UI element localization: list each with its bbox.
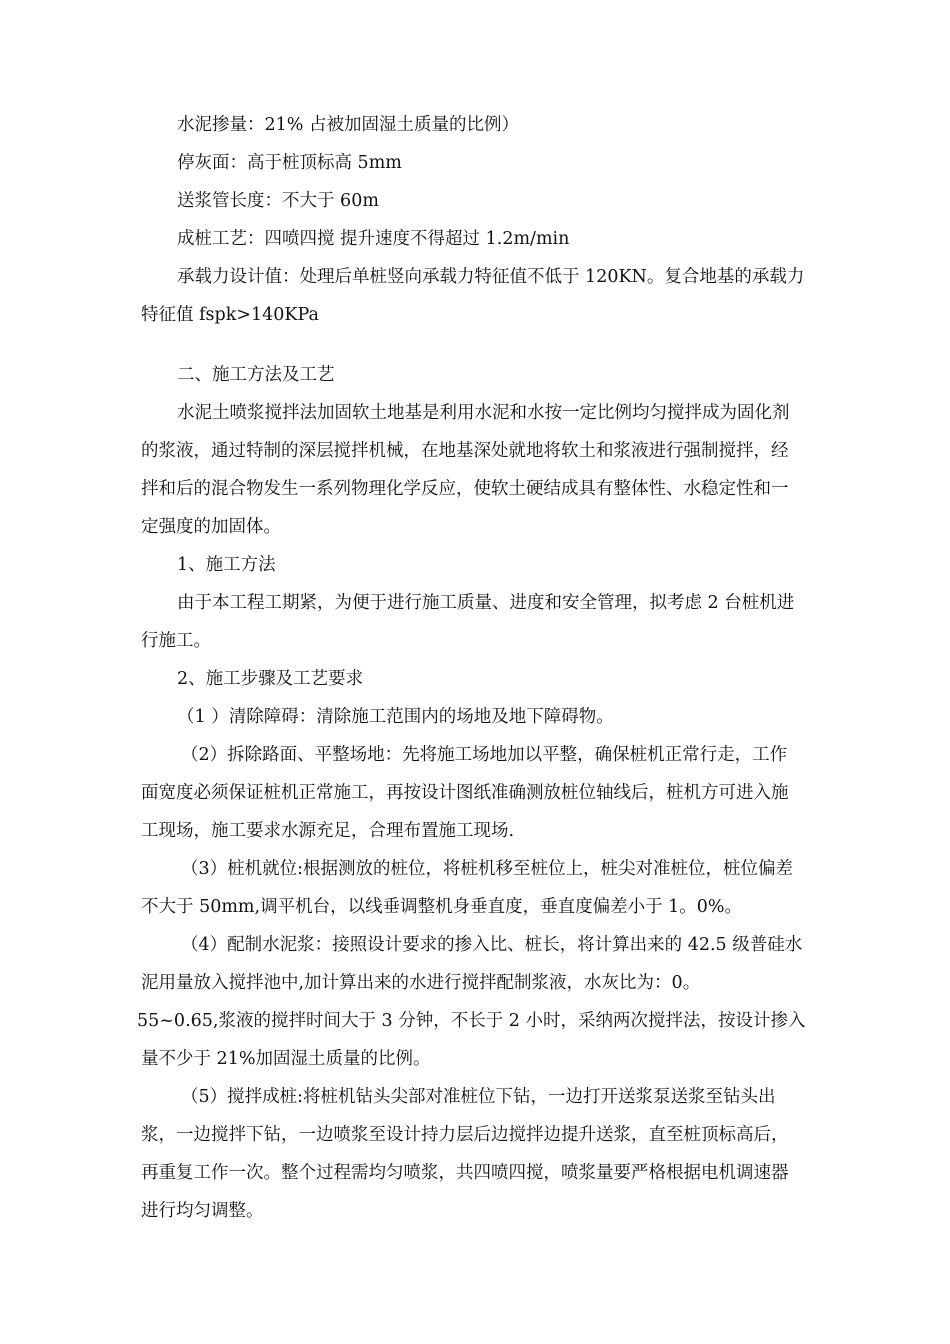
step-1: （1 ）清除障碍：清除施工范围内的场地及地下障碍物。 xyxy=(177,707,614,727)
spec-cement-dosage: 水泥掺量：21% 占被加固湿土质量的比例） xyxy=(177,115,519,135)
paragraph-line: （3）桩机就位:根据测放的桩位，将桩机移至桩位上，桩尖对准桩位，桩位偏差 xyxy=(181,859,794,879)
spec-bearing-capacity xyxy=(141,258,819,334)
paragraph-line: 55~0.65,浆液的搅拌时间大于 3 分钟，不长于 2 小时，采纳两次搅拌法，按设计掺入 xyxy=(137,1011,806,1031)
step-4 xyxy=(141,926,819,1002)
paragraph-line: （5）搅拌成桩:将桩机钻头尖部对准桩位下钻，一边打开送浆泵送浆至钻头出 xyxy=(181,1087,776,1107)
subsection-heading-method: 1、施工方法 xyxy=(177,555,276,575)
step-2 xyxy=(141,736,819,850)
spec-stop-surface: 停灰面：高于桩顶标高 5mm xyxy=(177,153,402,173)
paragraph-line: 的浆液，通过特制的深层搅拌机械，在地基深处就地将软土和浆液进行强制搅拌，经 xyxy=(141,441,789,461)
paragraph-line: 工现场，施工要求水源充足，合理布置施工现场. xyxy=(141,821,515,841)
section-intro-paragraph xyxy=(141,394,819,546)
paragraph-line: （4）配制水泥浆：接照设计要求的掺入比、桩长，将计算出来的 42.5 级普硅水 xyxy=(181,935,803,955)
step-4-continued xyxy=(137,1002,819,1078)
section-heading: 二、施工方法及工艺 xyxy=(177,365,335,385)
paragraph-line: 面宽度必须保证桩机正常施工，再按设计图纸准确测放桩位轴线后，桩机方可进入施 xyxy=(141,783,789,803)
paragraph-line: 水泥土喷浆搅拌法加固软土地基是利用水泥和水按一定比例均匀搅拌成为固化剂 xyxy=(177,403,790,423)
document-body xyxy=(137,106,819,1230)
subsection-heading-steps: 2、施工步骤及工艺要求 xyxy=(177,669,364,689)
step-3 xyxy=(141,850,819,926)
paragraph-line: 进行均匀调整。 xyxy=(141,1201,264,1221)
spec-pipe-length: 送浆管长度：不大于 60m xyxy=(177,191,379,211)
paragraph-line: 浆，一边搅拌下钻，一边喷浆至设计持力层后边搅拌边提升送浆，直至桩顶标高后， xyxy=(141,1125,789,1145)
paragraph-line: （2）拆除路面、平整场地：先将施工场地加以平整，确保桩机正常行走，工作 xyxy=(181,745,788,765)
method-paragraph xyxy=(141,584,819,660)
paragraph-line: 泥用量放入搅拌池中,加计算出来的水进行搅拌配制浆液，水灰比为：0。 xyxy=(141,973,701,993)
section-gap xyxy=(141,334,819,356)
spec-bearing-capacity-line: 特征值 fspk>140KPa xyxy=(141,305,319,325)
step-5 xyxy=(141,1078,819,1230)
paragraph-line: 由于本工程工期紧，为便于进行施工质量、进度和安全管理，拟考虑 2 台桩机进 xyxy=(177,593,795,613)
paragraph-line: 拌和后的混合物发生一系列物理化学反应，使软土硬结成具有整体性、水稳定性和一 xyxy=(141,479,789,499)
paragraph-line: 行施工。 xyxy=(141,631,211,651)
paragraph-line: 不大于 50mm,调平机台，以线垂调整机身垂直度，垂直度偏差小于 1。0%。 xyxy=(141,897,743,917)
spec-process: 成桩工艺：四喷四搅 提升速度不得超过 1.2m/min xyxy=(177,229,570,249)
paragraph-line: 量不少于 21%加固湿土质量的比例。 xyxy=(141,1049,431,1069)
spec-bearing-capacity-line: 承载力设计值：处理后单桩竖向承载力特征值不低于 120KN。复合地基的承载力 xyxy=(177,267,805,287)
paragraph-line: 定强度的加固体。 xyxy=(141,517,281,537)
paragraph-line: 再重复工作一次。整个过程需均匀喷浆，共四喷四搅，喷浆量要严格根据电机调速器 xyxy=(141,1163,789,1183)
